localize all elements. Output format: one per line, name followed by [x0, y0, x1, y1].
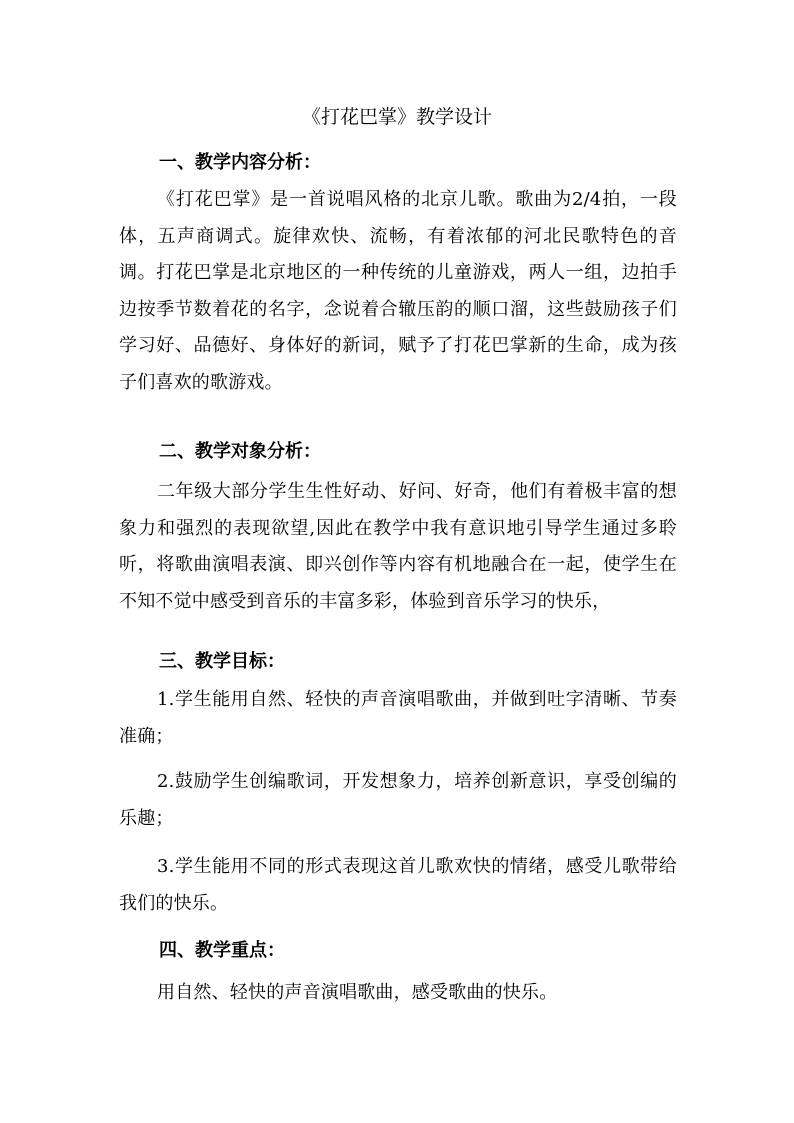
goal-item-1: 1.学生能用自然、轻快的声音演唱歌曲，并做到吐字清晰、节奏准确； [119, 689, 677, 747]
section-heading-key-points: 四、教学重点： [159, 940, 285, 961]
document-title: 《打花巴掌》教学设计 [301, 106, 492, 128]
paragraph-content-analysis: 《打花巴掌》是一首说唱风格的北京儿歌。歌曲为2/4拍，一段体，五声商调式。旋律欢快、流畅，有着浓郁的河北民歌特色的音调。打花巴掌是北京地区的一种传统的儿童游戏，两人一组，边拍手边按季节数着花的名字，念说着合辙压韵的顺口溜，这些鼓励孩子们学习好、品德好、身体好的新词，赋予了打花巴掌新的生命，成为孩子们喜欢的歌游戏。 [119, 189, 677, 393]
goal-item-3: 3.学生能用不同的形式表现这首儿歌欢快的情绪，感受儿歌带给我们的快乐。 [119, 856, 677, 914]
section-heading-teaching-goals: 三、教学目标： [159, 651, 285, 672]
paragraph-key-points: 用自然、轻快的声音演唱歌曲，感受歌曲的快乐。 [157, 982, 558, 1003]
goal-item-2: 2.鼓励学生创编歌词，开发想象力，培养创新意识，享受创编的乐趣； [119, 771, 677, 829]
section-heading-content-analysis: 一、教学内容分析： [159, 152, 321, 173]
paragraph-student-analysis: 二年级大部分学生生性好动、好问、好奇，他们有着极丰富的想象力和强烈的表现欲望,因此在教学中我有意识地引导学生通过多聆听，将歌曲演唱表演、即兴创作等内容有机地融合在一起，使学生在不知不觉中感受到音乐的丰富多彩，体验到音乐学习的快乐， [119, 481, 677, 612]
section-heading-student-analysis: 二、教学对象分析： [159, 441, 321, 462]
